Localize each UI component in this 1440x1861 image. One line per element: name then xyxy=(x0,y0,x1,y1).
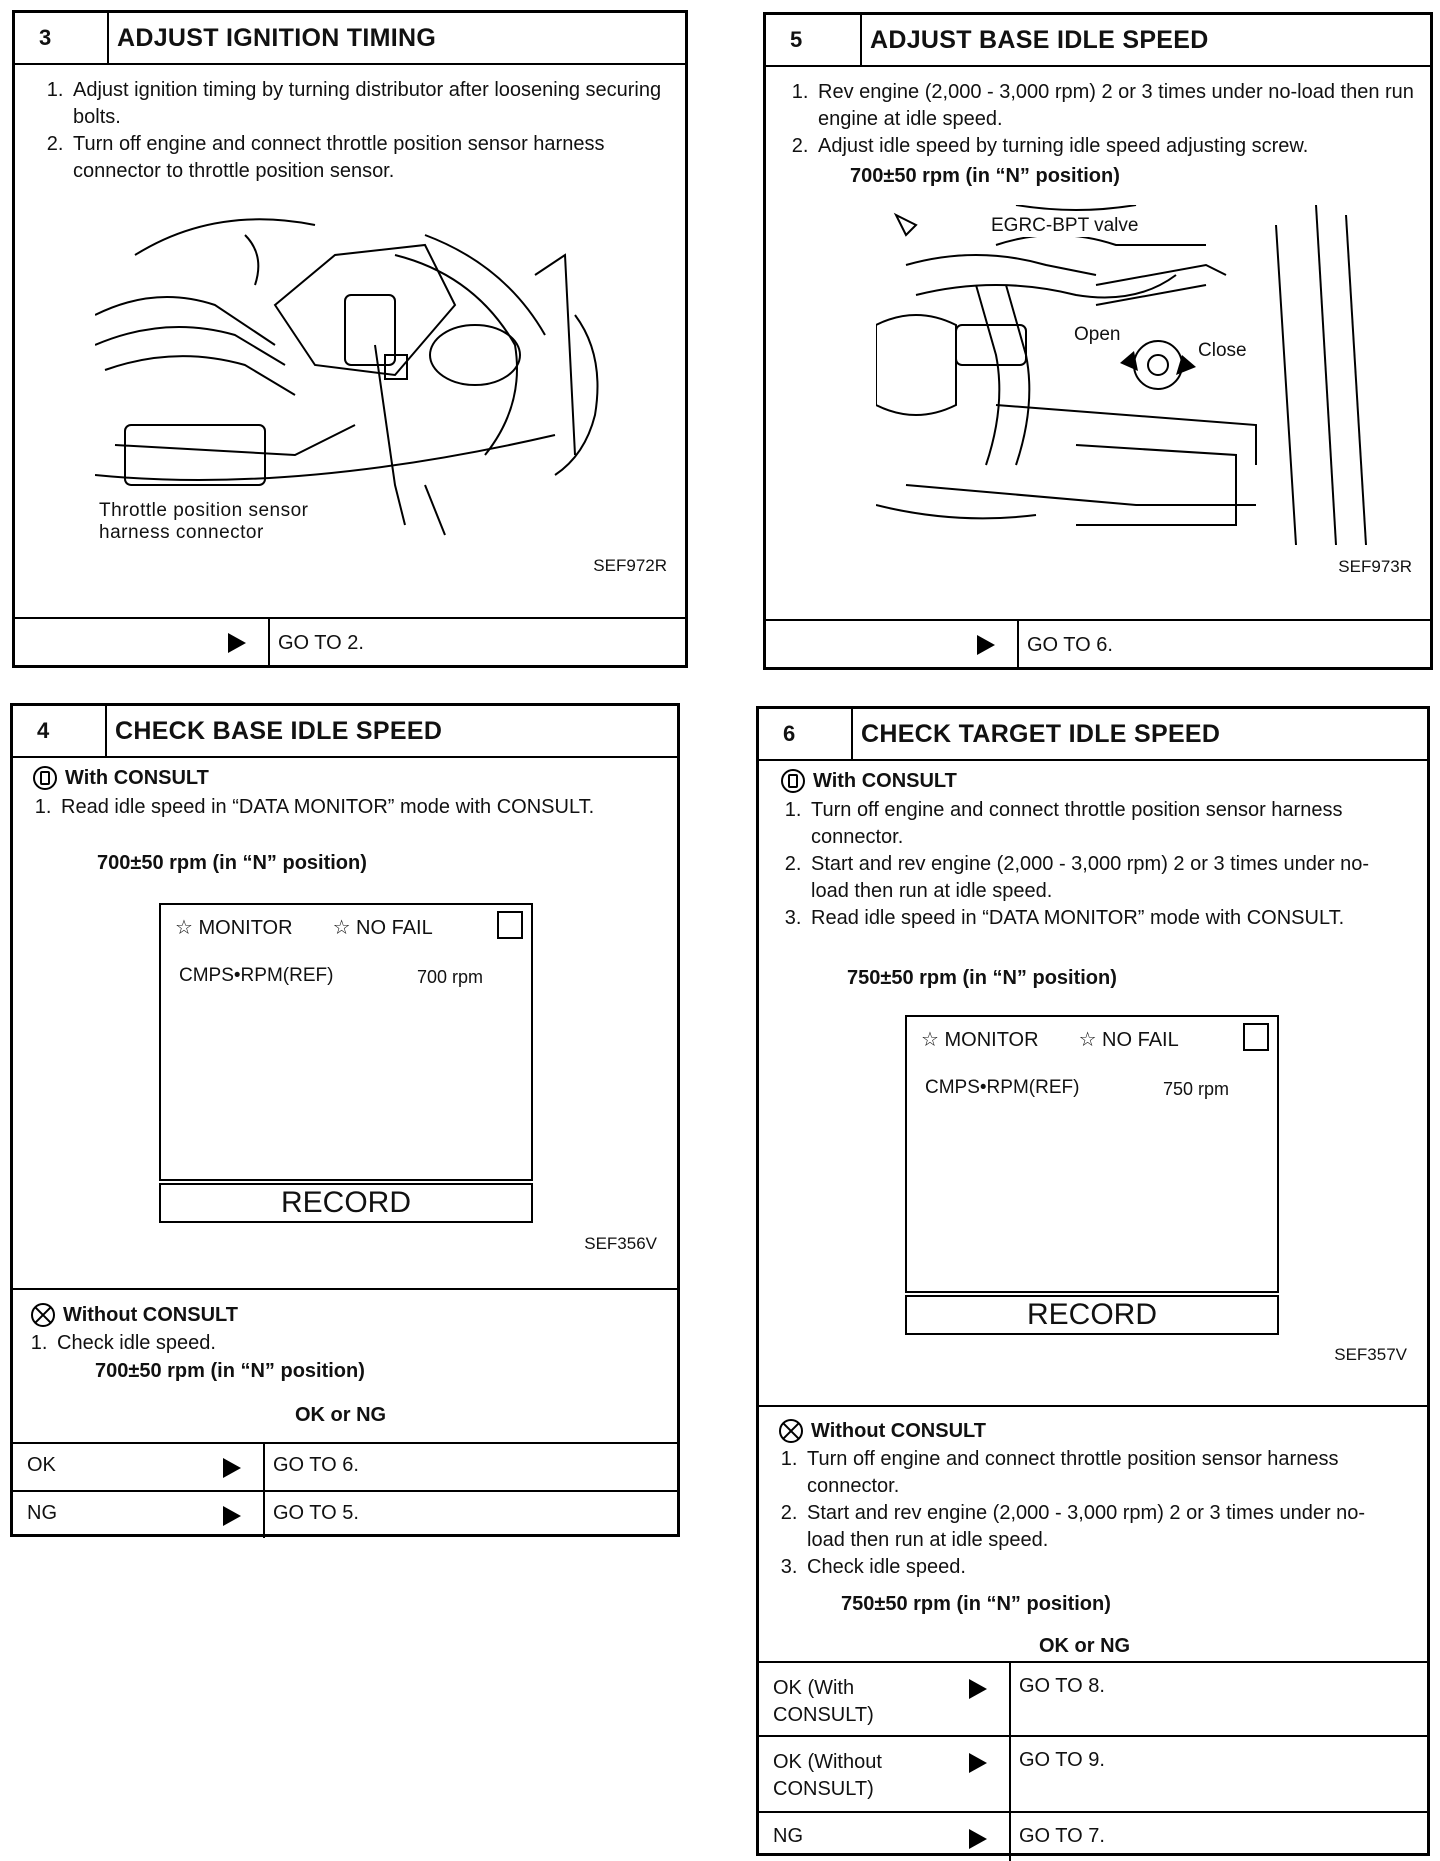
goto-row xyxy=(766,619,1430,669)
instruction: 1. Rev engine (2,000 - 3,000 rpm) 2 or 3 times under no-load then run engine at idle speed. xyxy=(814,79,1414,133)
consult-icon xyxy=(781,769,805,793)
arrow-right-icon xyxy=(969,1679,987,1699)
figure-ref: SEF972R xyxy=(593,556,667,575)
idle-spec: 750±50 rpm (in “N” position) xyxy=(847,967,1117,989)
close-label: Close xyxy=(1198,340,1247,361)
step-4-header xyxy=(13,706,677,758)
result-key: NG xyxy=(27,1502,57,1524)
result-row xyxy=(13,1442,677,1490)
record-button[interactable]: RECORD xyxy=(905,1295,1279,1335)
goto-row xyxy=(15,617,685,667)
monitor-item: CMPS•RPM(REF) xyxy=(925,1077,1080,1098)
checkbox[interactable] xyxy=(497,911,523,939)
with-consult-steps xyxy=(13,794,633,821)
arrow-right-icon xyxy=(969,1753,987,1773)
monitor-item: CMPS•RPM(REF) xyxy=(179,965,334,986)
without-consult-steps xyxy=(13,1330,232,1357)
arrow-right-icon xyxy=(969,1829,987,1849)
no-consult-icon xyxy=(779,1419,803,1443)
checkbox[interactable] xyxy=(1243,1023,1269,1051)
instruction: 1. Check idle speed. xyxy=(53,1330,216,1357)
instruction: 1. Turn off engine and connect throttle position sensor harness connector. xyxy=(803,1446,1373,1500)
step-title: CHECK BASE IDLE SPEED xyxy=(115,716,443,745)
figure-ref: SEF356V xyxy=(584,1234,657,1253)
step-number: 6 xyxy=(759,709,853,759)
data-monitor-screen xyxy=(905,1015,1279,1293)
monitor-label: ☆ MONITOR xyxy=(921,1029,1039,1051)
goto-link[interactable]: GO TO 6. xyxy=(273,1454,359,1476)
goto-arrow-cell xyxy=(766,621,1019,669)
instruction: 2. Turn off engine and connect throttle position sensor harness connector to throttle position sensor. xyxy=(69,131,669,185)
step-number: 4 xyxy=(13,706,107,756)
no-consult-icon xyxy=(31,1303,55,1327)
step-6-header xyxy=(759,709,1427,761)
divider xyxy=(759,1405,1427,1407)
goto-link[interactable]: GO TO 6. xyxy=(1027,633,1113,656)
result-row xyxy=(759,1661,1427,1735)
egrc-valve-label: EGRC-BPT valve xyxy=(988,215,1141,237)
instruction: 1. Turn off engine and connect throttle position sensor harness connector. xyxy=(807,797,1377,851)
open-label: Open xyxy=(1074,324,1121,345)
with-consult-steps xyxy=(759,797,1393,932)
step-title: CHECK TARGET IDLE SPEED xyxy=(861,719,1221,748)
step-6-panel xyxy=(756,706,1430,1856)
instruction: 3. Read idle speed in “DATA MONITOR” mode with CONSULT. xyxy=(807,905,1377,932)
goto-link[interactable]: GO TO 8. xyxy=(1019,1675,1105,1697)
step-5-instructions xyxy=(766,79,1430,160)
goto-link[interactable]: GO TO 9. xyxy=(1019,1749,1105,1771)
without-consult-heading: Without CONSULT xyxy=(779,1419,986,1443)
step-4-panel xyxy=(10,703,680,1537)
idle-spec-2: 750±50 rpm (in “N” position) xyxy=(841,1593,1111,1615)
step-5-panel xyxy=(763,12,1433,670)
result-row xyxy=(759,1735,1427,1811)
step-3-instructions xyxy=(15,77,685,185)
without-consult-steps xyxy=(759,1446,1389,1581)
instruction: 2. Start and rev engine (2,000 - 3,000 rpm) 2 or 3 times under no-load then run at idle speed. xyxy=(807,851,1377,905)
instruction: 3. Check idle speed. xyxy=(803,1554,1373,1581)
arrow-right-icon xyxy=(977,635,995,655)
result-table xyxy=(759,1661,1427,1861)
monitor-value: 750 rpm xyxy=(1163,1079,1230,1099)
idle-screw-illustration xyxy=(876,205,1376,550)
step-5-header xyxy=(766,15,1430,67)
result-row xyxy=(13,1490,677,1538)
arrow-right-icon xyxy=(223,1506,241,1526)
with-consult-heading: With CONSULT xyxy=(781,769,957,793)
instruction: 2. Start and rev engine (2,000 - 3,000 rpm) 2 or 3 times under no-load then run at idle speed. xyxy=(803,1500,1373,1554)
record-button[interactable]: RECORD xyxy=(159,1183,533,1223)
ok-or-ng: OK or NG xyxy=(295,1404,387,1426)
idle-spec: 700±50 rpm (in “N” position) xyxy=(850,165,1120,187)
nofail-label: ☆ NO FAIL xyxy=(332,917,433,939)
step-number: 3 xyxy=(15,13,109,63)
result-key: OK (Without CONSULT) xyxy=(773,1751,882,1800)
result-key: OK (With CONSULT) xyxy=(773,1677,874,1726)
result-key: NG xyxy=(773,1825,803,1847)
instruction: 1. Read idle speed in “DATA MONITOR” mode with CONSULT. xyxy=(57,794,617,821)
goto-link[interactable]: GO TO 2. xyxy=(278,631,364,654)
arrow-right-icon xyxy=(223,1458,241,1478)
step-3-panel xyxy=(12,10,688,668)
goto-arrow-cell xyxy=(15,619,270,667)
instruction: 2. Adjust idle speed by turning idle speed adjusting screw. xyxy=(814,133,1414,160)
step-number: 5 xyxy=(766,15,862,65)
monitor-label: ☆ MONITOR xyxy=(175,917,293,939)
goto-link[interactable]: GO TO 5. xyxy=(273,1502,359,1524)
result-table xyxy=(13,1442,677,1538)
monitor-value: 700 rpm xyxy=(417,967,484,987)
data-monitor-screen xyxy=(159,903,533,1181)
step-title: ADJUST IGNITION TIMING xyxy=(117,23,437,52)
with-consult-heading: With CONSULT xyxy=(33,766,209,790)
step-3-header xyxy=(15,13,685,65)
callout-label: Throttle position sensor harness connector xyxy=(99,500,309,543)
divider xyxy=(13,1288,677,1290)
goto-link[interactable]: GO TO 7. xyxy=(1019,1825,1105,1847)
idle-spec-2: 700±50 rpm (in “N” position) xyxy=(95,1360,365,1382)
ok-or-ng: OK or NG xyxy=(1039,1635,1131,1657)
idle-spec: 700±50 rpm (in “N” position) xyxy=(97,852,367,874)
result-row xyxy=(759,1811,1427,1861)
consult-icon xyxy=(33,766,57,790)
nofail-label: ☆ NO FAIL xyxy=(1078,1029,1179,1051)
arrow-right-icon xyxy=(228,633,246,653)
result-key: OK xyxy=(27,1454,56,1476)
instruction: 1. Adjust ignition timing by turning distributor after loosening securing bolts. xyxy=(69,77,669,131)
without-consult-heading: Without CONSULT xyxy=(31,1303,238,1327)
step-title: ADJUST BASE IDLE SPEED xyxy=(870,25,1209,54)
figure-ref: SEF357V xyxy=(1334,1345,1407,1364)
figure-ref: SEF973R xyxy=(1338,557,1412,576)
